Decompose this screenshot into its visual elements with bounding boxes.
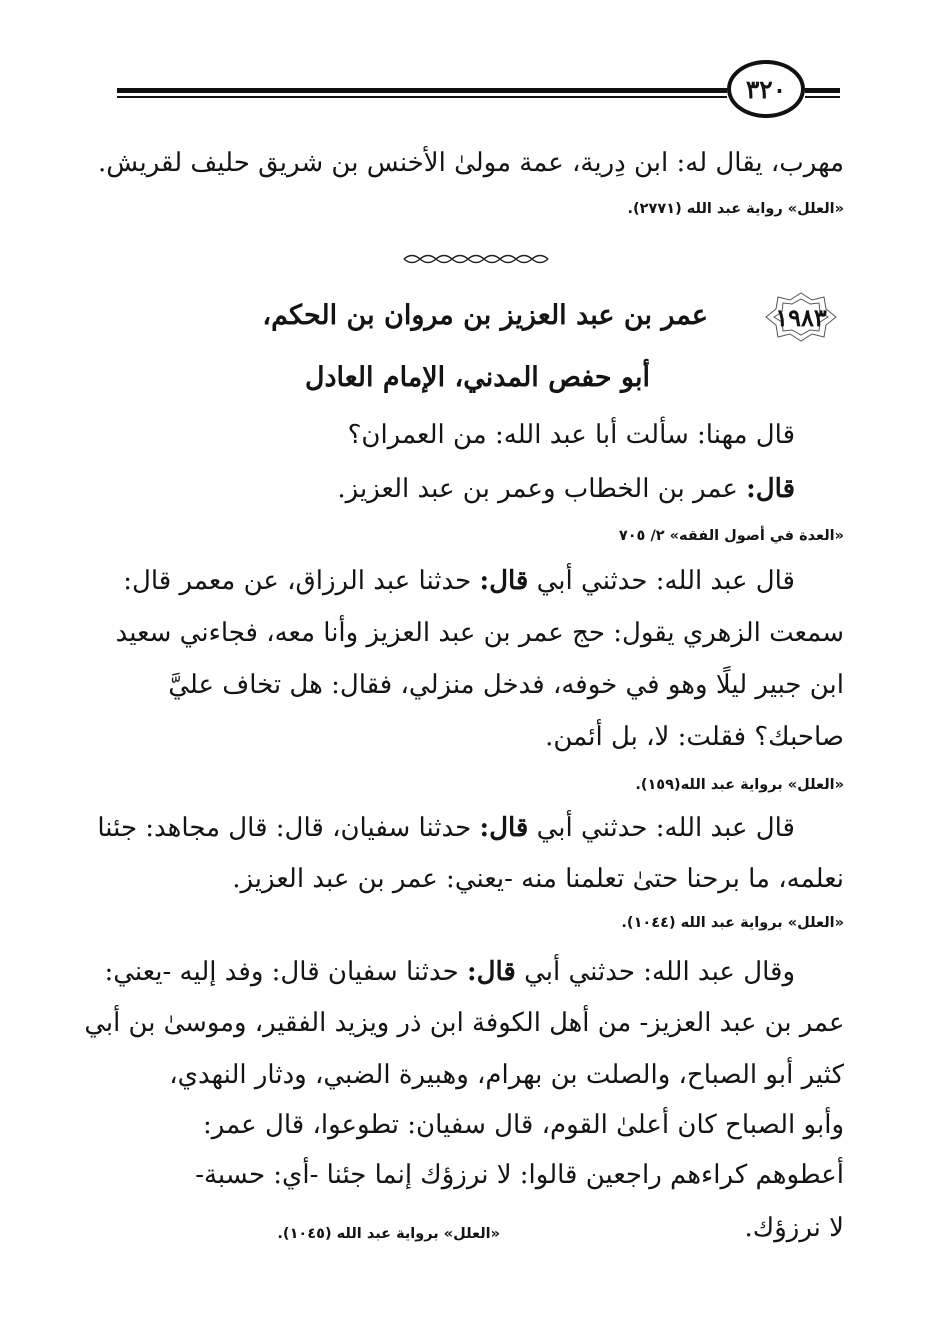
entry-subtitle: أبو حفص المدني، الإمام العادل: [304, 362, 650, 393]
para4-line1-a: وقال عبد الله: حدثني أبي: [515, 957, 795, 987]
speaker-label: قال:: [466, 957, 516, 987]
prev-entry-line: مهرب، يقال له: ابن دِرية، عمة مولىٰ الأخنس بن شريق حليف لقريش.: [98, 148, 844, 178]
para4-line3: كثير أبو الصباح، والصلت بن بهرام، وهبيرة الضبي، ودثار النهدي،: [169, 1060, 844, 1090]
page-number-badge: [727, 60, 805, 118]
header-rule-thin: [117, 96, 727, 98]
speaker-label: قال:: [479, 566, 529, 596]
speaker-label: قال:: [746, 474, 795, 504]
para1-line2-text: عمر بن الخطاب وعمر بن عبد العزيز.: [337, 474, 747, 504]
header-rule-thick: [117, 88, 727, 93]
para3-line2: نعلمه، ما برحنا حتىٰ تعلمنا منه -يعني: عمر بن عبد العزيز.: [232, 864, 844, 894]
para4-line4: وأبو الصباح كان أعلىٰ القوم، قال سفيان: تطوعوا، قال عمر:: [203, 1110, 844, 1140]
para4-line5: أعطوهم كراءهم راجعين قالوا: لا نرزؤك إنما جئنا -أي: حسبة-: [195, 1160, 844, 1190]
para4-line1: [104, 957, 795, 988]
para2-line3: ابن جبير ليلًا وهو في خوفه، فدخل منزلي، فقال: هل تخاف عليَّ: [168, 670, 844, 700]
page-number: ٣٢٠: [745, 74, 787, 104]
para2-reference: «العلل» برواية عبد الله(١٥٩).: [635, 777, 844, 793]
entry-number-badge: [762, 291, 840, 343]
header-rule-right-thick: [805, 88, 840, 93]
para2-line1-b: حدثنا عبد الرزاق، عن معمر قال:: [123, 566, 480, 596]
para4-line6: لا نرزؤك.: [744, 1213, 844, 1243]
speaker-label: قال:: [479, 813, 529, 843]
para1-line1: قال مهنا: سألت أبا عبد الله: من العمران؟: [347, 420, 795, 450]
header-rule-right-thin: [805, 96, 840, 98]
para3-line1-b: حدثنا سفيان، قال: قال مجاهد: جئنا: [97, 813, 480, 843]
para2-line1-a: قال عبد الله: حدثني أبي: [528, 566, 795, 596]
para3-reference: «العلل» برواية عبد الله (١٠٤٤).: [621, 915, 844, 931]
entry-number: ١٩٨٣: [775, 302, 827, 332]
para3-line1: [97, 813, 795, 844]
ornament-divider-icon: [400, 252, 550, 266]
para2-line2: سمعت الزهري يقول: حج عمر بن عبد العزيز وأنا معه، فجاءني سعيد: [115, 618, 844, 648]
para1-reference: «العدة في أصول الفقه» ٢/ ٧٠٥: [618, 528, 844, 544]
para4-line1-b: حدثنا سفيان قال: وفد إليه -يعني:: [104, 957, 467, 987]
entry-title: عمر بن عبد العزيز بن مروان بن الحكم،: [262, 300, 708, 331]
para4-line2: عمر بن عبد العزيز- من أهل الكوفة ابن ذر ويزيد الفقير، وموسىٰ بن أبي: [84, 1008, 844, 1038]
prev-entry-reference: «العلل» رواية عبد الله (٢٧٧١).: [627, 201, 844, 217]
para3-line1-a: قال عبد الله: حدثني أبي: [528, 813, 795, 843]
para1-line2: [337, 474, 795, 505]
para2-line1: [123, 566, 795, 597]
para4-reference: «العلل» برواية عبد الله (١٠٤٥).: [277, 1226, 500, 1242]
para2-line4: صاحبك؟ فقلت: لا، بل أئمن.: [545, 722, 844, 752]
